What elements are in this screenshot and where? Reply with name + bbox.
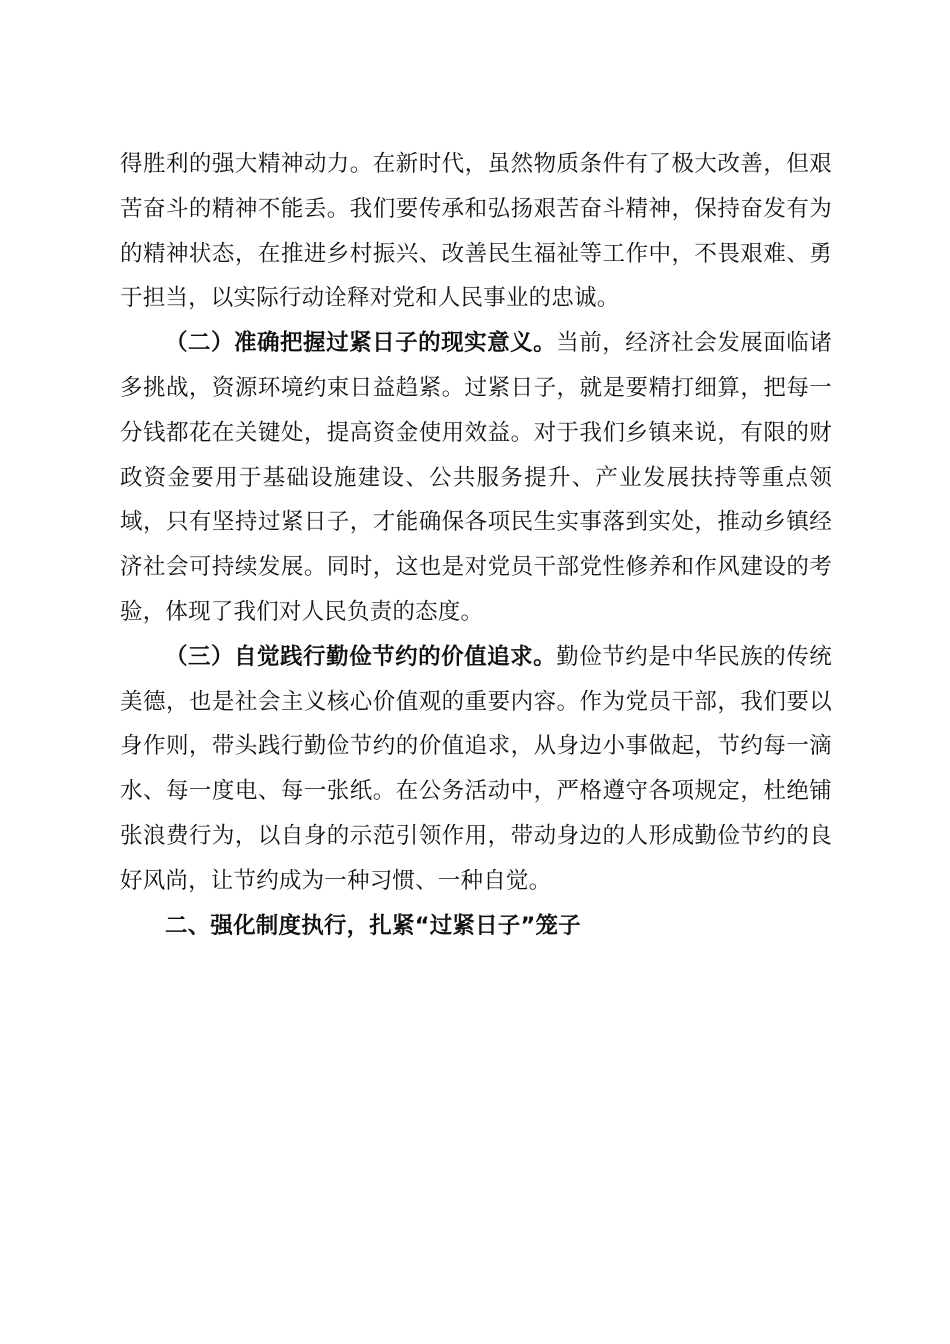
paragraph-3 bbox=[120, 635, 832, 904]
paragraph-1-text: 得胜利的强大精神动力。在新时代，虽然物质条件有了极大改善，但艰苦奋斗的精神不能丢。我们要传承和弘扬艰苦奋斗精神，保持奋发有为的精神状态，在推进乡村振兴、改善民生福祉等工作中，不畏艰难、勇于担当，以实际行动诠释对党和人民事业的忠诚。 bbox=[120, 151, 832, 312]
paragraph-1 bbox=[120, 142, 832, 321]
paragraph-2-body: 当前，经济社会发展面临诸多挑战，资源环境约束日益趋紧。过紧日子，就是要精打细算，把每一分钱都花在关键处，提高资金使用效益。对于我们乡镇来说，有限的财政资金要用于基础设施建设、公共服务提升、产业发展扶持等重点领域，只有坚持过紧日子，才能确保各项民生实事落到实处，推动乡镇经济社会可持续发展。同时，这也是对党员干部党性修养和作风建设的考验，体现了我们对人民负责的态度。 bbox=[120, 330, 833, 625]
section-title: 二、强化制度执行，扎紧“过紧日子”笼子 bbox=[165, 912, 581, 939]
paragraph-3-body: 勤俭节约是中华民族的传统美德，也是社会主义核心价值观的重要内容。作为党员干部，我们要以身作则，带头践行勤俭节约的价值追求，从身边小事做起，节约每一滴水、每一度电、每一张纸。在公务活动中，严格遵守各项规定，杜绝铺张浪费行为，以自身的示范引领作用，带动身边的人形成勤俭节约的良好风尚，让节约成为一种习惯、一种自觉。 bbox=[120, 643, 833, 894]
paragraph-3-heading: （三）自觉践行勤俭节约的价值追求。 bbox=[165, 643, 557, 670]
paragraph-2 bbox=[120, 321, 832, 635]
document-body bbox=[120, 142, 832, 948]
paragraph-2-heading: （二）准确把握过紧日子的现实意义。 bbox=[165, 330, 557, 357]
